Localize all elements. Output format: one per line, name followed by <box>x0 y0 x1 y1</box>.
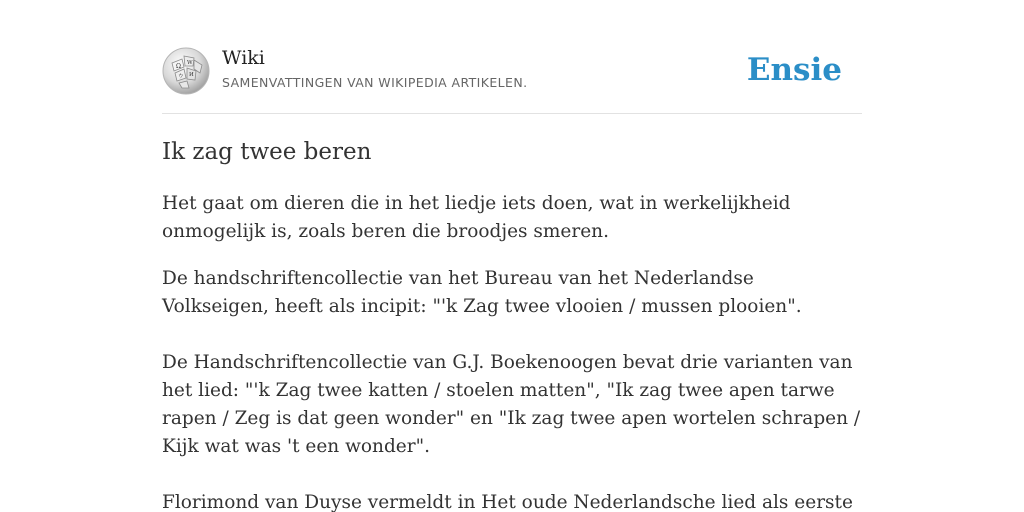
site-tagline: SAMENVATTINGEN VAN WIKIPEDIA ARTIKELEN. <box>222 75 528 90</box>
svg-text:И: И <box>189 72 194 78</box>
article-paragraph: De handschriftencollectie van het Bureau van het Nederlandse Volkseigen, heeft als incipit: "'k Zag twee vlooien / mussen plooien". <box>162 268 802 317</box>
article-paragraph: Het gaat om dieren die in het liedje iets doen, wat in werkelijkheid onmogelijk is, zoals beren die broodjes smeren. <box>162 193 791 242</box>
site-name[interactable]: Wiki <box>222 47 265 69</box>
svg-text:ウ: ウ <box>178 74 184 80</box>
ensie-brand-link[interactable]: Ensie <box>746 52 842 88</box>
article-body <box>162 190 864 512</box>
header-divider <box>162 113 862 114</box>
wikipedia-globe-icon[interactable] <box>162 47 210 95</box>
svg-text:W: W <box>187 60 193 66</box>
svg-text:Ω: Ω <box>176 63 181 70</box>
article-paragraph: De Handschriftencollectie van G.J. Boekenoogen bevat drie varianten van het lied: "'k Zag twee katten / stoelen matten", "Ik zag twee apen tarwe rapen / Zeg is dat geen wonder" en "Ik zag twee apen wortelen schrapen / Kijk wat was 't een wonder". <box>162 352 861 457</box>
article-paragraph: Florimond van Duyse vermeldt in Het oude Nederlandsche lied als eerste <box>162 492 853 512</box>
site-header <box>162 46 862 98</box>
article-title: Ik zag twee beren <box>162 139 372 165</box>
